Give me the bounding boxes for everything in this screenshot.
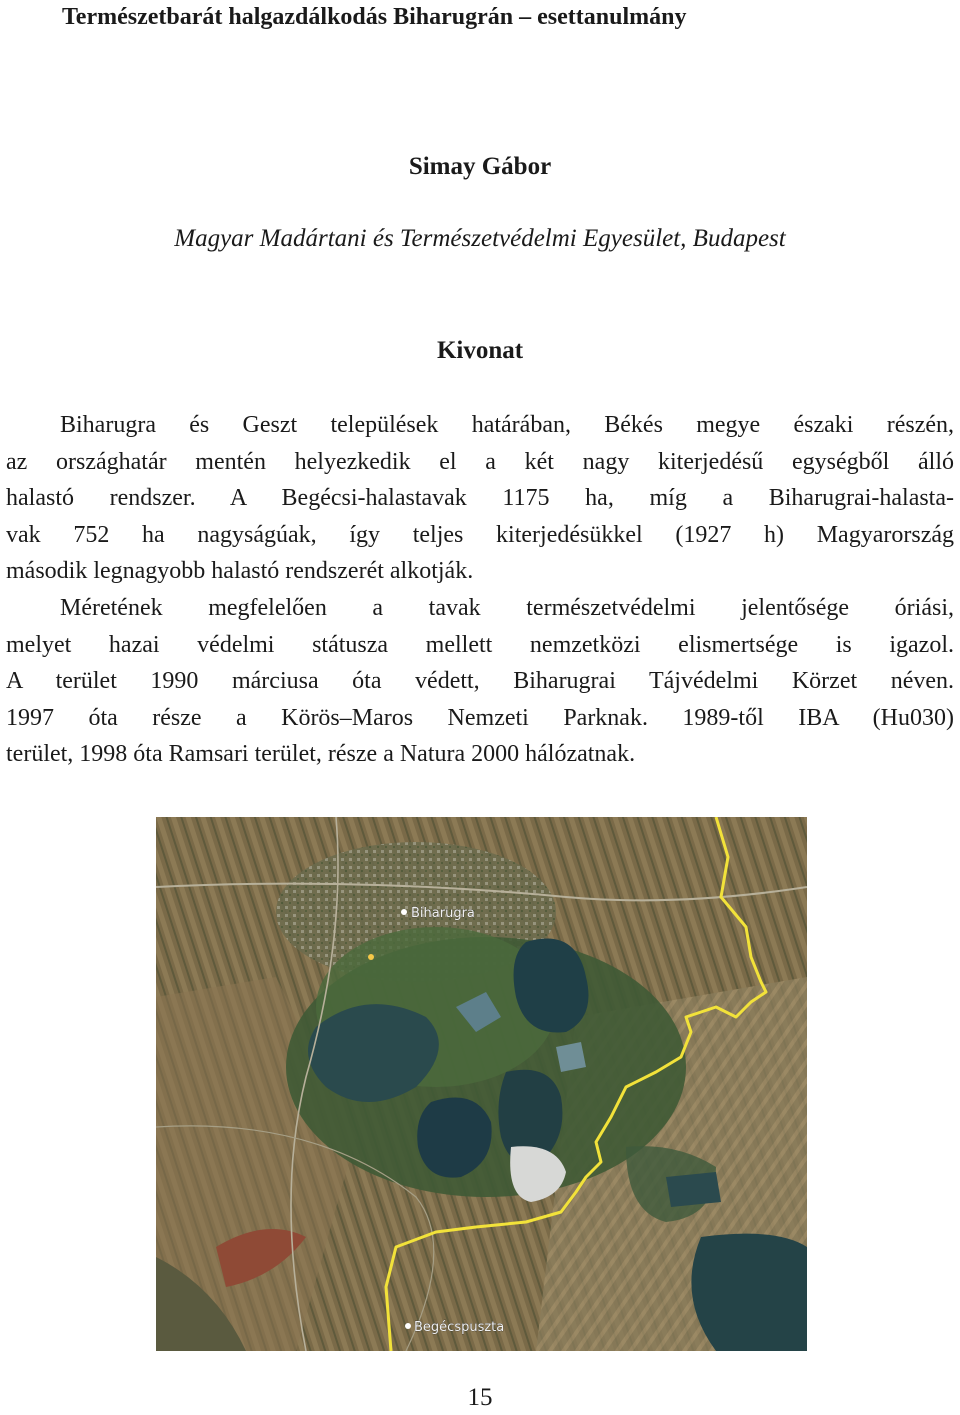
abstract-heading: Kivonat <box>436 337 524 364</box>
abstract-line: Méretének megfelelően a tavak természetvédelmi jelentősége óriási, <box>60 594 954 621</box>
abstract-line: vak 752 ha nagyságúak, így teljes kiterjedésükkel (1927 h) Magyarország <box>6 521 954 548</box>
abstract-line: melyet hazai védelmi státusza mellett nemzetközi elismertsége is igazol. <box>6 631 954 658</box>
settlement-marker <box>405 1323 411 1329</box>
author-name: Simay Gábor <box>408 153 552 180</box>
fish-pond <box>666 1172 721 1207</box>
settlement-marker <box>368 954 374 960</box>
abstract-line: második legnagyobb halastó rendszerét alkotják. <box>6 558 474 585</box>
abstract-line: 1997 óta része a Körös–Maros Nemzeti Parknak. 1989-től IBA (Hu030) <box>6 704 954 731</box>
page-number: 15 <box>467 1384 493 1411</box>
abstract-line: az országhatár mentén helyezkedik el a két nagy kiterjedésű egységből álló <box>6 448 954 475</box>
map-label-north: Biharugra <box>411 906 475 921</box>
abstract-line: terület, 1998 óta Ramsari terület, része a Natura 2000 hálózatnak. <box>6 741 636 768</box>
satellite-map-figure <box>156 817 807 1351</box>
abstract-line: A terület 1990 márciusa óta védett, Biharugrai Tájvédelmi Körzet néven. <box>6 668 954 695</box>
fish-pond <box>691 1234 807 1351</box>
fish-pond <box>556 1042 586 1072</box>
abstract-line: Biharugra és Geszt települések határában, Békés megye északi részén, <box>60 412 954 438</box>
author-affiliation: Magyar Madártani és Természetvédelmi Egyesület, Budapest <box>174 225 786 252</box>
abstract-line: halastó rendszer. A Begécsi-halastavak 1175 ha, míg a Biharugrai-halasta- <box>6 485 954 512</box>
settlement-marker <box>401 909 407 915</box>
article-title: Természetbarát halgazdálkodás Biharugrán – esettanulmány <box>62 4 687 30</box>
map-label-south: Begécspuszta <box>414 1320 505 1335</box>
abstract-body <box>6 407 954 773</box>
satellite-map <box>156 817 807 1351</box>
